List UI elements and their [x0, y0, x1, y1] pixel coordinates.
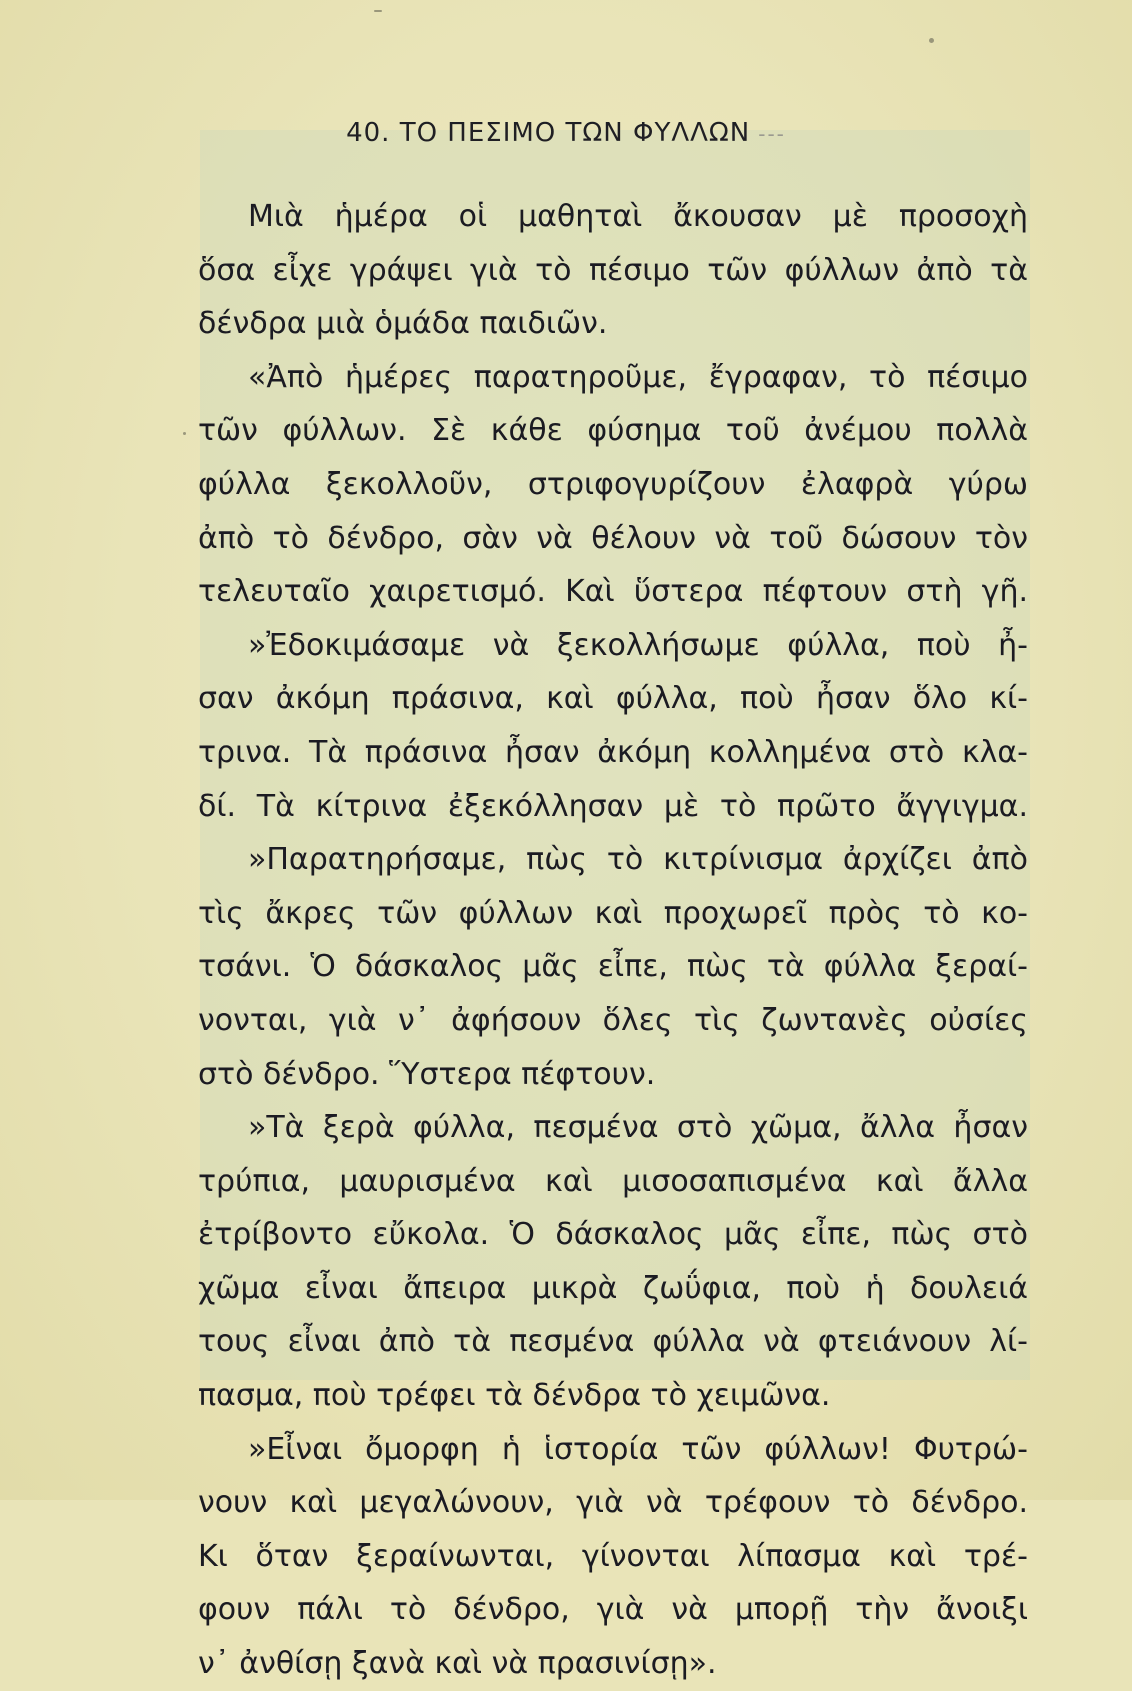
ink-speck: [929, 38, 934, 43]
paragraph: [198, 1423, 1028, 1691]
body-text: [198, 190, 1028, 1691]
text-line: φουν πάλι τὸ δένδρο, γιὰ νὰ μπορῇ τὴν ἄνοιξι: [198, 1592, 1028, 1628]
ink-speck: [374, 10, 382, 12]
page-title-text: 40. ΤΟ ΠΕΣΙΜΟ ΤΩΝ ΦΥΛΛΩΝ: [346, 118, 751, 148]
text-line: νονται, γιὰ ν᾽ ἀφήσουν ὅλες τὶς ζωντανὲς οὐσίες: [198, 1002, 1028, 1038]
text-line: «Ἀπὸ ἡμέρες παρατηροῦμε, ἔγραφαν, τὸ πέσιμο: [248, 359, 1028, 395]
text-line: πασμα, ποὺ τρέφει τὰ δένδρα τὸ χειμῶνα.: [198, 1378, 831, 1414]
text-line: τὶς ἄκρες τῶν φύλλων καὶ προχωρεῖ πρὸς τὸ κο-: [198, 895, 1028, 931]
text-line: τρινα. Τὰ πράσινα ἦσαν ἀκόμη κολλημένα στὸ κλα-: [198, 734, 1028, 770]
text-line: ὅσα εἶχε γράψει γιὰ τὸ πέσιμο τῶν φύλλων ἀπὸ τὰ: [198, 252, 1028, 288]
text-line: φύλλα ξεκολλοῦν, στριφογυρίζουν ἐλαφρὰ γύρω: [198, 466, 1028, 502]
ink-speck: [183, 432, 186, 435]
paragraph: [198, 190, 1028, 351]
text-line: τελευταῖο χαιρετισμό. Καὶ ὕστερα πέφτουν στὴ γῆ.: [198, 574, 1028, 610]
paragraph: [198, 619, 1028, 833]
text-line: στὸ δένδρο. Ὕστερα πέφτουν.: [198, 1056, 656, 1092]
text-line: νουν καὶ μεγαλώνουν, γιὰ νὰ τρέφουν τὸ δένδρο.: [198, 1485, 1028, 1521]
text-line: »Παρατηρήσαμε, πὼς τὸ κιτρίνισμα ἀρχίζει ἀπὸ: [248, 842, 1028, 878]
text-line: σαν ἀκόμη πράσινα, καὶ φύλλα, ποὺ ἦσαν ὅλο κί-: [198, 681, 1028, 717]
title-trailing-dashes: ---: [758, 122, 786, 146]
text-line: τους εἶναι ἀπὸ τὰ πεσμένα φύλλα νὰ φτειάνουν λί-: [198, 1324, 1028, 1360]
text-line: τσάνι. Ὁ δάσκαλος μᾶς εἶπε, πὼς τὰ φύλλα ξεραί-: [198, 949, 1028, 985]
text-line: δένδρα μιὰ ὁμάδα παιδιῶν.: [198, 306, 608, 342]
paragraph: [198, 351, 1028, 619]
text-line: Μιὰ ἡμέρα οἱ μαθηταὶ ἄκουσαν μὲ προσοχὴ: [248, 199, 1028, 234]
text-line: »Τὰ ξερὰ φύλλα, πεσμένα στὸ χῶμα, ἄλλα ἦσαν: [248, 1110, 1028, 1146]
text-line: τῶν φύλλων. Σὲ κάθε φύσημα τοῦ ἀνέμου πολλὰ: [198, 413, 1028, 449]
text-line: ἐτρίβοντο εὔκολα. Ὁ δάσκαλος μᾶς εἶπε, πὼς στὸ: [198, 1217, 1028, 1253]
text-line: ν᾽ ἀνθίσῃ ξανὰ καὶ νὰ πρασινίσῃ».: [198, 1646, 717, 1682]
paragraph: [198, 833, 1028, 1101]
paragraph: [198, 1101, 1028, 1423]
text-line: δί. Τὰ κίτρινα ἐξεκόλλησαν μὲ τὸ πρῶτο ἄγγιγμα.: [198, 788, 1028, 824]
text-line: χῶμα εἶναι ἄπειρα μικρὰ ζωΰφια, ποὺ ἡ δουλειά: [198, 1270, 1028, 1306]
page-title: [0, 118, 1132, 148]
text-line: »Ἐδοκιμάσαμε νὰ ξεκολλήσωμε φύλλα, ποὺ ἦ-: [248, 627, 1028, 663]
text-line: Κι ὅταν ξεραίνωνται, γίνονται λίπασμα καὶ τρέ-: [198, 1538, 1028, 1574]
text-line: »Εἶναι ὄμορφη ἡ ἱστορία τῶν φύλλων! Φυτρώ-: [248, 1431, 1028, 1467]
text-line: ἀπὸ τὸ δένδρο, σὰν νὰ θέλουν νὰ τοῦ δώσουν τὸν: [198, 520, 1028, 556]
text-line: τρύπια, μαυρισμένα καὶ μισοσαπισμένα καὶ ἄλλα: [198, 1163, 1028, 1199]
